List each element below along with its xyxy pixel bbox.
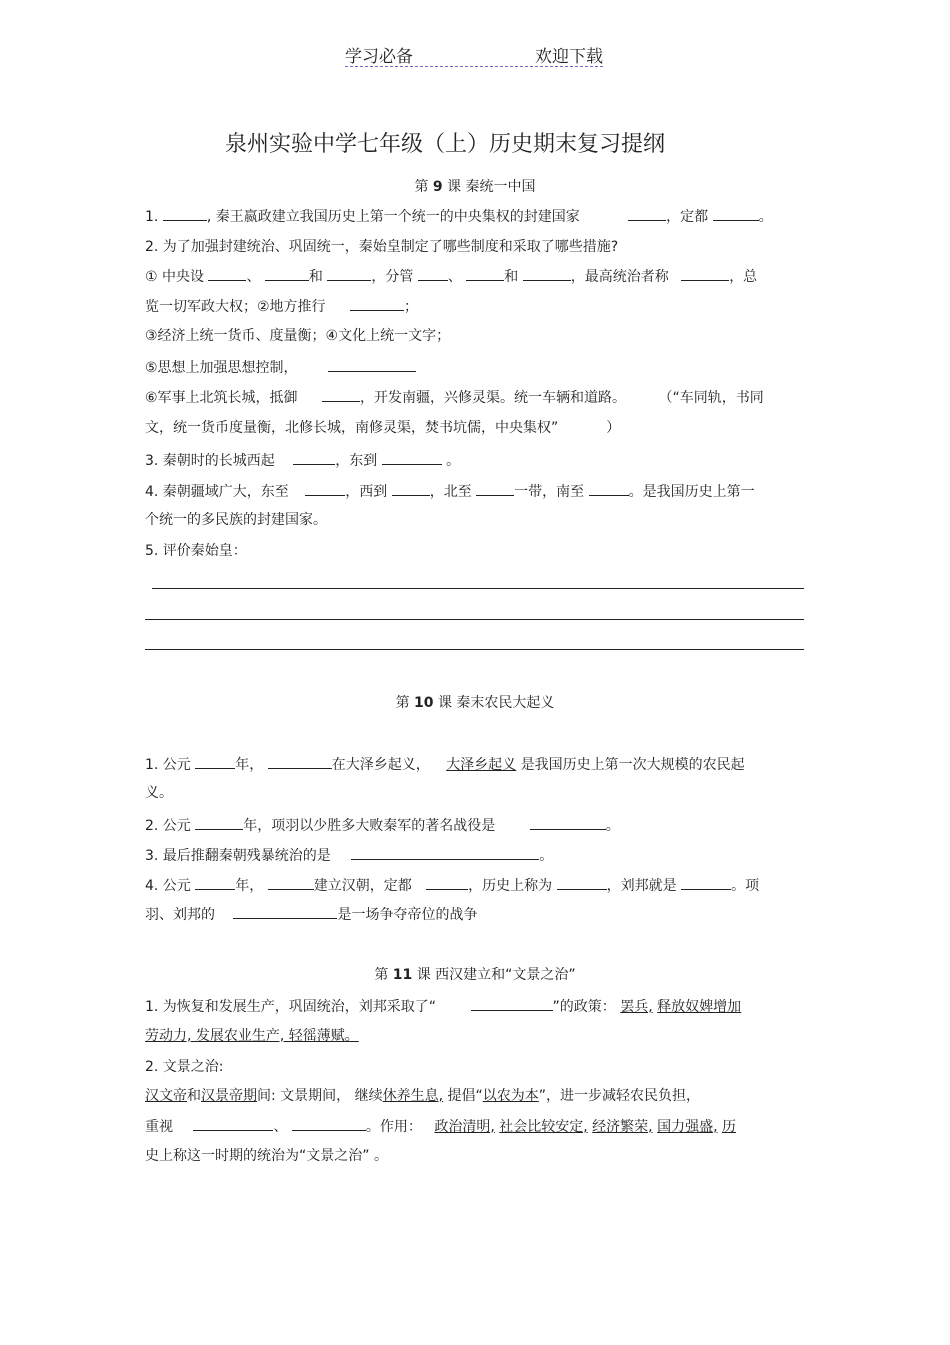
lesson-9-q2-item6: ⑥军事上北筑长城，抵御 ，开发南疆，兴修灵渠。统一车辆和道路。 （“车同轨，书同	[145, 387, 810, 408]
lesson-9-q5: 5. 评价秦始皇：	[145, 543, 247, 559]
answer-line	[152, 588, 804, 589]
page-header	[345, 40, 603, 67]
header-left-text: 学习必备	[345, 47, 413, 67]
lesson-9-q2-item2: 览一切军政大权；②地方推行 ；	[145, 296, 810, 317]
lesson-9-heading: 第 9 课 秦统一中国	[414, 179, 536, 195]
lesson-10-q3: 3. 最后推翻秦朝残暴统治的是 。	[145, 845, 810, 866]
lesson-10-q1: 1. 公元 年， 在大泽乡起义， 大泽乡起义 是我国历史上第一次大规模的农民起	[145, 754, 810, 775]
lesson-11-q2-line2: 重视 、 。作用： 政治清明, 社会比较安定, 经济繁荣, 国力强盛, 历	[145, 1116, 810, 1137]
lesson-10-q2: 2. 公元 年，项羽以少胜多大败秦军的著名战役是 。	[145, 815, 810, 836]
document-title: 泉州实验中学七年级（上）历史期末复习提纲	[224, 132, 665, 157]
lesson-9-q2: 2. 为了加强封建统治、巩固统一，秦始皇制定了哪些制度和采取了哪些措施?	[145, 239, 619, 255]
answer-line	[145, 619, 804, 620]
lesson-11-q1: 1. 为恢复和发展生产，巩固统治，刘邦采取了“ ”的政策： 罢兵, 释放奴婢增加	[145, 996, 810, 1017]
lesson-10-q4-cont: 羽、刘邦的 是一场争夺帝位的战争	[145, 904, 810, 925]
answer-line	[145, 649, 804, 650]
lesson-11-q2-line3: 史上称这一时期的统治为“文景之治” 。	[145, 1148, 388, 1164]
lesson-9-q2-item5: ⑤思想上加强思想控制，	[145, 357, 810, 378]
lesson-9-q4-cont: 个统一的多民族的封建国家。	[145, 512, 327, 528]
lesson-11-q1-cont: 劳动力, 发展农业生产, 轻徭薄赋。	[145, 1028, 359, 1044]
lesson-9-q2-item3: ③经济上统一货币、度量衡；④文化上统一文字；	[145, 328, 451, 344]
lesson-9-q4: 4. 秦朝疆域广大，东至 ，西到 ，北至 一带，南至 。是我国历史上第一	[145, 481, 810, 502]
lesson-11-q2-line1: 汉文帝和汉景帝期间: 文景期间， 继续休养生息, 提倡“以农为本”，进一步减轻农民负担，	[145, 1088, 701, 1104]
lesson-10-q4: 4. 公元 年， 建立汉朝，定都 ，历史上称为 ，刘邦就是 。项	[145, 875, 810, 896]
header-right-text: 欢迎下载	[535, 47, 603, 67]
lesson-9-q3: 3. 秦朝时的长城西起 ，东到 。	[145, 450, 810, 471]
lesson-11-heading: 第 11 课 西汉建立和“文景之治”	[374, 967, 576, 983]
lesson-9-q2-item1: ① 中央设 、 和 ，分管 、 和 ，最高统治者称 ，总	[145, 266, 810, 287]
lesson-9-q1: 1. , 秦王嬴政建立我国历史上第一个统一的中央集权的封建国家 ，定都 。	[145, 206, 810, 227]
lesson-11-q2: 2. 文景之治:	[145, 1059, 224, 1075]
lesson-10-q1-cont: 义。	[145, 785, 173, 801]
lesson-10-heading: 第 10 课 秦末农民大起义	[395, 695, 555, 711]
lesson-9-q2-summary: 文，统一货币度量衡，北修长城，南修灵渠，焚书坑儒，中央集权” ）	[145, 420, 621, 436]
